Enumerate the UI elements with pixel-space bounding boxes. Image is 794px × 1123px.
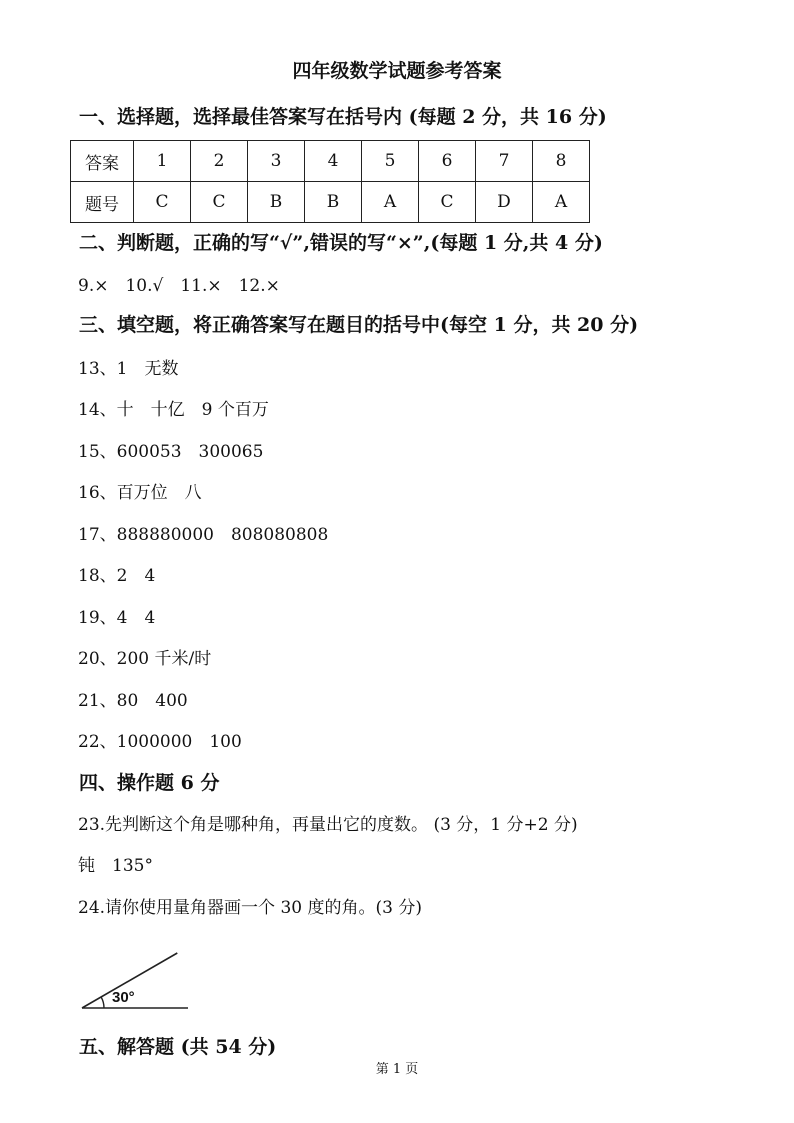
answer-table (70, 140, 590, 223)
page-footer: 第 1 页 (375, 1062, 419, 1077)
table-cell: 1 (134, 141, 191, 182)
section3-heading: 三、填空题，将正确答案写在题目的括号中(每空 1 分，共 20 分) (79, 314, 639, 336)
table-cell: 8 (533, 141, 590, 182)
angle-arc (101, 997, 104, 1008)
section2-heading: 二、判断题，正确的写“√”,错误的写“×”,(每题 1 分,共 4 分) (79, 232, 603, 254)
fill-answer-19: 19、4 4 (78, 608, 156, 628)
question-24: 24.请你使用量角器画一个 30 度的角。(3 分) (78, 898, 422, 918)
fill-answer-21: 21、80 400 (78, 691, 188, 711)
row-label-answer: 答案 (71, 141, 134, 182)
table-cell: 3 (248, 141, 305, 182)
table-cell: C (419, 182, 476, 223)
table-cell: B (305, 182, 362, 223)
section5-heading: 五、解答题 (共 54 分) (79, 1036, 277, 1058)
fill-answer-20: 20、200 千米/时 (78, 649, 212, 669)
section4-heading: 四、操作题 6 分 (79, 772, 220, 794)
fill-answer-14: 14、十 十亿 9 个百万 (78, 400, 269, 420)
table-cell: C (191, 182, 248, 223)
angle-30-figure (76, 928, 196, 1014)
table-cell: 6 (419, 141, 476, 182)
table-row (71, 141, 590, 182)
table-cell: B (248, 182, 305, 223)
section1-heading: 一、选择题，选择最佳答案写在括号内 (每题 2 分，共 16 分) (79, 106, 607, 128)
table-cell: 4 (305, 141, 362, 182)
row-label-question: 题号 (71, 182, 134, 223)
table-cell: 2 (191, 141, 248, 182)
question-23: 23.先判断这个角是哪种角，再量出它的度数。 (3 分，1 分+2 分) (78, 815, 578, 835)
angle-label: 30° (112, 989, 135, 1006)
table-cell: D (476, 182, 533, 223)
fill-answer-18: 18、2 4 (78, 566, 156, 586)
fill-answer-15: 15、600053 300065 (78, 442, 264, 462)
table-cell: 5 (362, 141, 419, 182)
table-cell: C (134, 182, 191, 223)
fill-answer-13: 13、1 无数 (78, 359, 179, 379)
fill-answer-22: 22、1000000 100 (78, 732, 242, 752)
judgment-answers: 9.× 10.√ 11.× 12.× (78, 276, 280, 296)
answer-23: 钝 135° (78, 856, 153, 876)
page-title: 四年级数学试题参考答案 (292, 60, 502, 82)
fill-answer-17: 17、888880000 808080808 (78, 525, 329, 545)
table-cell: 7 (476, 141, 533, 182)
table-row (71, 182, 590, 223)
fill-answer-16: 16、百万位 八 (78, 483, 202, 503)
table-cell: A (362, 182, 419, 223)
table-cell: A (533, 182, 590, 223)
